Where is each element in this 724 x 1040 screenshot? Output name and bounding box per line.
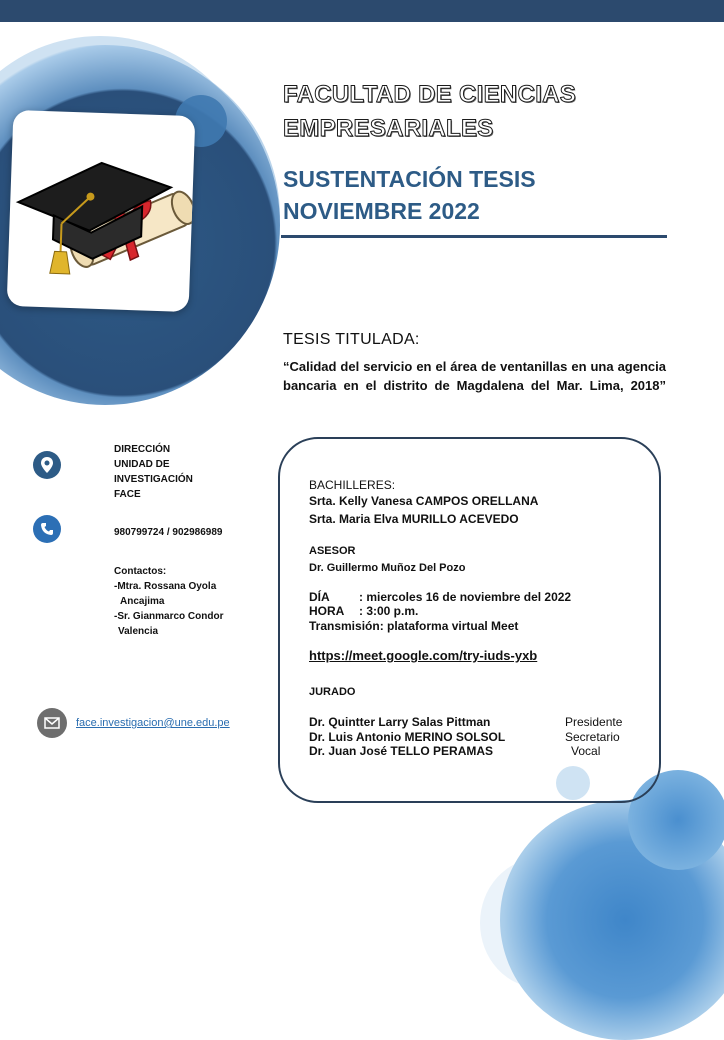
- email-link[interactable]: face.investigacion@une.edu.pe: [76, 717, 230, 729]
- location-pin-icon: [33, 451, 61, 479]
- bachilleres-label: BACHILLERES:: [309, 478, 396, 492]
- event-line-2: NOVIEMBRE 2022: [283, 198, 480, 224]
- bachiller-name: Srta. Kelly Vanesa CAMPOS ORELLANA: [309, 494, 539, 508]
- day-label: DÍA: [309, 590, 330, 604]
- contacts-heading: Contactos:: [114, 566, 167, 577]
- jury-member-name: Dr. Juan José TELLO PERAMAS: [309, 744, 494, 758]
- jury-member-name: Dr. Luis Antonio MERINO SOLSOL: [309, 730, 506, 744]
- contact-name: -Mtra. Rossana Oyola: [114, 581, 217, 592]
- event-title: [283, 163, 613, 227]
- address-line: INVESTIGACIÓN: [114, 474, 193, 485]
- faculty-line-2: EMPRESARIALES: [283, 115, 494, 142]
- address-line: DIRECCIÓN: [114, 444, 171, 455]
- meet-link[interactable]: https://meet.google.com/try-iuds-yxb: [309, 648, 538, 663]
- address-block: [114, 442, 193, 502]
- contacts-block: [114, 564, 223, 639]
- thesis-title: “Calidad del servicio en el área de ventanillas en una agencia bancaria en el distrito de Magdalena del Mar. Lima, 2018”: [283, 359, 666, 393]
- address-line: UNIDAD DE: [114, 459, 170, 470]
- faculty-line-1: FACULTAD DE CIENCIAS: [283, 81, 577, 108]
- transmission-info: Transmisión: plataforma virtual Meet: [309, 619, 519, 633]
- time-label: HORA: [309, 604, 345, 618]
- time-value: : 3:00 p.m.: [359, 604, 419, 618]
- thesis-heading: TESIS TITULADA:: [283, 331, 420, 348]
- event-line-1: SUSTENTACIÓN TESIS: [283, 166, 536, 192]
- faculty-title: [283, 78, 613, 146]
- title-divider: [281, 235, 667, 238]
- phone-number: 980799724 / 902986989: [114, 527, 223, 538]
- address-line: FACE: [114, 489, 141, 500]
- mail-icon: [37, 708, 67, 738]
- jury-member-role: Presidente: [565, 715, 623, 729]
- graduation-cap-image: [7, 110, 196, 312]
- contact-name: Ancajima: [120, 596, 165, 607]
- asesor-label: ASESOR: [309, 545, 356, 557]
- top-bar: [0, 0, 724, 22]
- phone-icon: [33, 515, 61, 543]
- jurado-label: JURADO: [309, 686, 356, 698]
- jury-member-role: Vocal: [571, 744, 601, 758]
- contact-name: Valencia: [118, 626, 159, 637]
- contact-name: -Sr. Gianmarco Condor: [114, 611, 224, 622]
- jury-member-name: Dr. Quintter Larry Salas Pittman: [309, 715, 491, 729]
- bachiller-name: Srta. Maria Elva MURILLO ACEVEDO: [309, 512, 519, 526]
- jury-member-role: Secretario: [565, 730, 620, 744]
- day-value: : miercoles 16 de noviembre del 2022: [359, 590, 572, 604]
- asesor-name: Dr. Guillermo Muñoz Del Pozo: [309, 562, 466, 574]
